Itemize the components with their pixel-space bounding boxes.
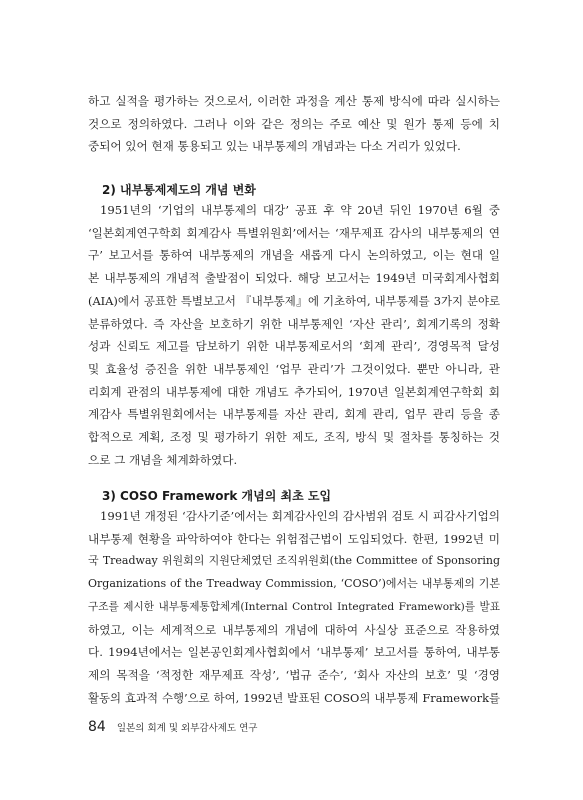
text-line: 계감사 특별위원회에서는 내부통제를 자산 관리, 회계 관리, 업무 관리 등을 종 [88, 407, 500, 422]
page-number: 84 [88, 719, 106, 735]
text-line: 1951년의 ‘기업의 내부통제의 대강’ 공표 후 약 20년 뒤인 1970년 6월 중 [100, 203, 500, 217]
text-line: 구’ 보고서를 통하여 내부통제의 개념을 새롭게 다시 논의하였고, 이는 현대 일 [88, 248, 500, 263]
text-line: 다. 1994년에서는 일본공인회계사협회에서 ‘내부통제’ 보고서를 통하여, 내부통 [88, 645, 500, 660]
text-line: 하고 실적을 평가하는 것으로서, 이러한 과정을 계산 통제 방식에 따라 실시하는 [88, 94, 500, 108]
document-page [88, 0, 500, 800]
text-line: 국 Treadway 위원회의 지원단체였던 조직위원회(the Committee of Sponsoring [88, 554, 500, 568]
text-line: 하였고, 이는 세계적으로 내부통제의 개념에 대하여 사실상 표준으로 작용하였 [88, 622, 500, 637]
text-line: 분류하였다. 즉 자산을 보호하기 위한 내부통제인 ‘자산 관리’, 회계기록의 정확 [88, 316, 500, 331]
book-title: 일본의 회계 및 외부감사제도 연구 [116, 723, 258, 734]
text-line: ‘일본회계연구학회 회계감사 특별위원회’에서는 ‘재무제표 감사의 내부통제의 연 [88, 225, 500, 240]
intro-paragraph [88, 90, 500, 158]
text-line: 내부통제 현황을 파악하여야 한다는 위험접근법이 도입되었다. 한편, 1992년 미 [88, 531, 500, 546]
text-line: 본 내부통제의 개념적 출발점이 되었다. 해당 보고서는 1949년 미국회계사협회 [88, 271, 500, 286]
text-line: 활동의 효과적 수행’으로 하여, 1992년 발표된 COSO의 내부통제 Framework를 [88, 690, 500, 705]
text-line: 구조를 제시한 내부통제통합체계(Internal Control Integrated Framework)를 발표 [88, 600, 500, 613]
text-line: 합적으로 계획, 조정 및 평가하기 위한 제도, 조직, 방식 및 절차를 통칭하는 것 [88, 430, 500, 445]
text-line: 및 효율성 증진을 위한 내부통제인 ‘업무 관리’가 그것이었다. 뿐만 아니라, 관 [88, 361, 500, 376]
page-footer [88, 716, 257, 735]
text-line: 으로 그 개념을 체계화하였다. [88, 452, 238, 467]
text-line: 리회계 관점의 내부통제에 대한 개념도 추가되어, 1970년 일본회계연구학회 회 [88, 384, 500, 399]
section-3-paragraph [88, 505, 500, 709]
section-2-paragraph [88, 199, 500, 471]
text-line: 성과 신뢰도 제고를 담보하기 위한 내부통제로서의 ‘회계 관리’, 경영목적 달성 [88, 339, 500, 354]
text-line: 1991년 개정된 ‘감사기준’에서는 회계감사인의 감사범위 검토 시 피감사기업의 [100, 509, 500, 523]
text-line: 것으로 정의하였다. 그러나 이와 같은 정의는 주로 예산 및 원가 통제 등에 치 [88, 116, 500, 131]
text-line: (AIA)에서 공표한 특별보고서 『내부통제』에 기초하여, 내부통제를 3가지 분야로 [88, 293, 500, 308]
section-heading-3: 3) COSO Framework 개념의 최초 도입 [102, 489, 332, 503]
section-heading-2: 2) 내부통제제도의 개념 변화 [102, 183, 256, 197]
text-line: 중되어 있어 현재 통용되고 있는 내부통제의 개념과는 다소 거리가 있었다. [88, 139, 461, 154]
text-line: 제의 목적을 ‘적정한 재무제표 작성’, ‘법규 준수’, ‘회사 자산의 보호’ 및 ‘경영 [88, 667, 500, 682]
text-line: Organizations of the Treadway Commission, ‘COSO’)에서는 내부통제의 기본 [88, 577, 500, 591]
